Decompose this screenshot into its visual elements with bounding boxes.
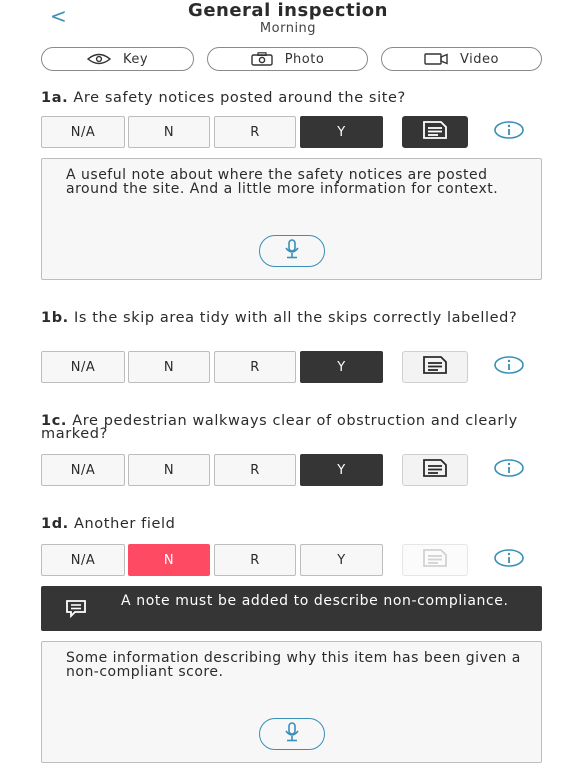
option-r[interactable]: R <box>214 351 296 383</box>
photo-button[interactable] <box>207 47 368 71</box>
question-1c <box>41 415 541 441</box>
option-y[interactable]: Y <box>300 116 383 148</box>
option-na[interactable]: N/A <box>41 116 125 148</box>
option-y[interactable]: Y <box>300 454 383 486</box>
option-r[interactable]: R <box>214 454 296 486</box>
option-na[interactable]: N/A <box>41 351 125 383</box>
note-icon <box>422 458 448 482</box>
option-n[interactable]: N <box>128 351 210 383</box>
note-button[interactable] <box>402 116 468 148</box>
note-button[interactable] <box>402 351 468 383</box>
dictate-button[interactable] <box>259 718 325 750</box>
key-button[interactable] <box>41 47 194 71</box>
question-1d <box>41 518 541 531</box>
option-n[interactable]: N <box>128 454 210 486</box>
option-na[interactable]: N/A <box>41 544 125 576</box>
video-icon <box>424 53 448 65</box>
question-text: Are safety notices posted around the site? <box>73 90 406 106</box>
note-icon <box>422 548 448 572</box>
question-1a <box>41 92 541 105</box>
eye-icon <box>87 53 111 65</box>
dictate-button[interactable] <box>259 235 325 267</box>
question-text: Is the skip area tidy with all the skips correctly labelled? <box>74 310 518 326</box>
page-title: General inspection <box>188 0 388 21</box>
note-icon <box>422 355 448 379</box>
note-text[interactable]: Some information describing why this item has been given a non-compliant score. <box>66 650 521 680</box>
back-button[interactable]: < <box>50 4 67 28</box>
question-number: 1a. <box>41 90 69 106</box>
question-number: 1d. <box>41 516 69 532</box>
note-button[interactable] <box>402 454 468 486</box>
note-button[interactable] <box>402 544 468 576</box>
info-icon <box>494 549 524 571</box>
microphone-icon <box>284 239 300 263</box>
question-text: Another field <box>74 516 176 532</box>
photo-label: Photo <box>284 51 325 67</box>
question-number: 1c. <box>41 413 67 429</box>
info-button[interactable] <box>494 122 524 142</box>
page-subtitle: Morning <box>259 21 317 36</box>
non-compliance-warning <box>41 586 542 631</box>
question-number: 1b. <box>41 310 69 326</box>
microphone-icon <box>284 722 300 746</box>
message-alert-icon <box>65 599 87 623</box>
info-button[interactable] <box>494 550 524 570</box>
video-label: Video <box>460 51 499 67</box>
question-1b <box>41 312 541 325</box>
note-icon <box>422 120 448 144</box>
option-y[interactable]: Y <box>300 544 383 576</box>
camera-icon <box>251 52 273 66</box>
warning-text: A note must be added to describe non-compliance. <box>121 593 509 609</box>
info-icon <box>494 459 524 481</box>
note-text[interactable]: A useful note about where the safety notices are posted around the site. And a little more information for context. <box>66 167 499 197</box>
info-button[interactable] <box>494 460 524 480</box>
option-r[interactable]: R <box>214 116 296 148</box>
info-icon <box>494 356 524 378</box>
option-y[interactable]: Y <box>300 351 383 383</box>
key-label: Key <box>122 51 149 67</box>
option-n[interactable]: N <box>128 116 210 148</box>
note-box-1d[interactable] <box>41 641 542 763</box>
option-na[interactable]: N/A <box>41 454 125 486</box>
info-button[interactable] <box>494 357 524 377</box>
info-icon <box>494 121 524 143</box>
option-r[interactable]: R <box>214 544 296 576</box>
note-box-1a[interactable] <box>41 158 542 280</box>
question-text: Are pedestrian walkways clear of obstruction and clearly marked? <box>41 413 518 442</box>
video-button[interactable] <box>381 47 542 71</box>
option-n[interactable]: N <box>128 544 210 576</box>
